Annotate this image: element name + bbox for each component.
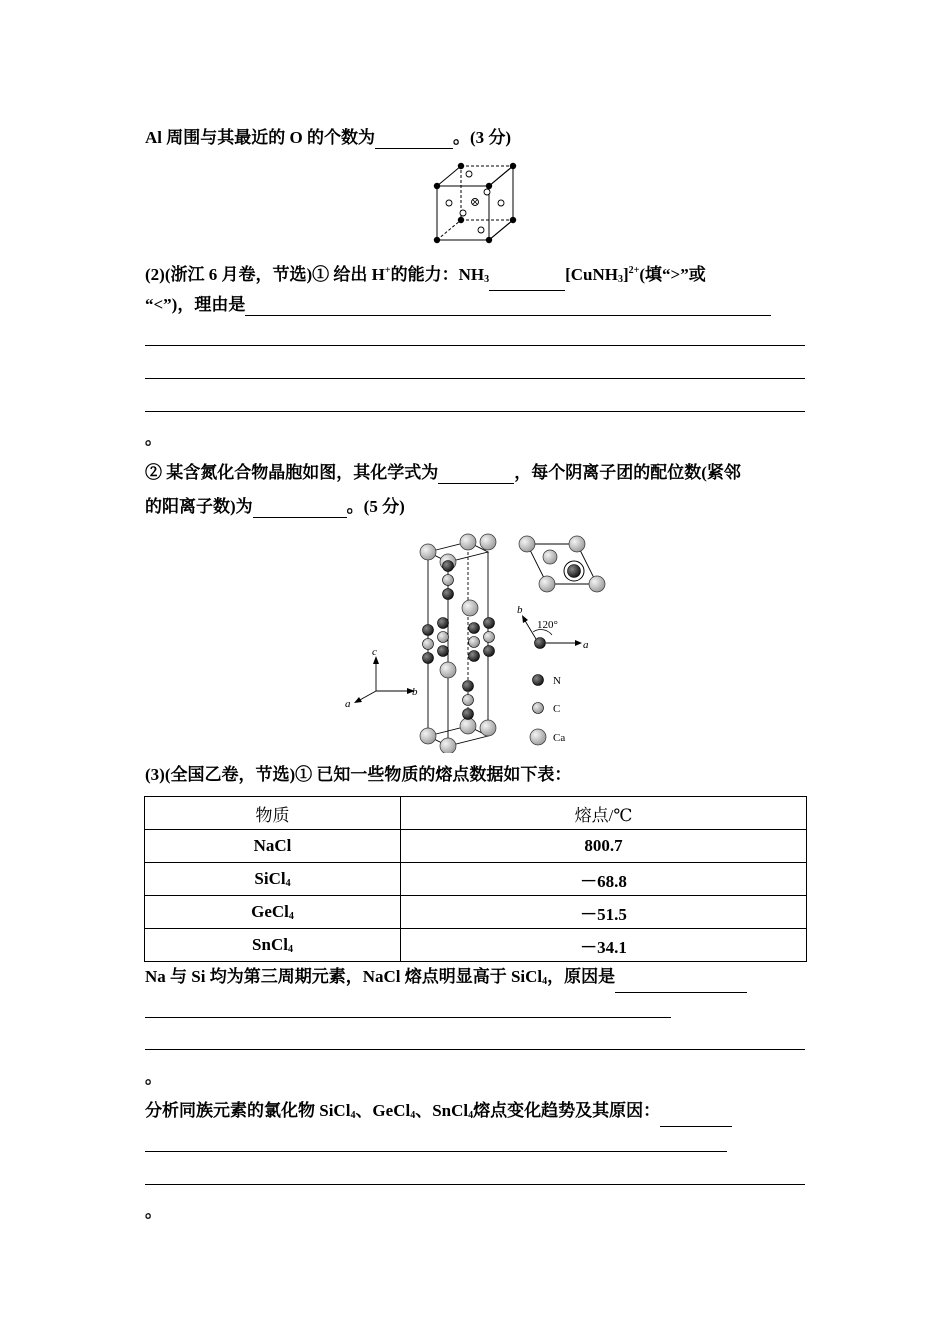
table-row	[145, 830, 807, 863]
q2-formula-blank[interactable]	[438, 465, 514, 484]
axis-a-label: a	[345, 698, 351, 710]
header-melting-point: 熔点/℃	[401, 797, 807, 830]
q3-reason-label: ，原因是	[547, 967, 616, 986]
q3-trend-line	[145, 1100, 807, 1127]
q2-coordination-label: ，每个阴离子团的配位数(紧邻	[514, 463, 741, 482]
q2-line2	[145, 294, 807, 316]
q2-line1	[145, 260, 807, 291]
q3-nacl-line	[145, 966, 807, 993]
q1-prefix: Al 周围与其最近的 O 的个数为	[145, 128, 375, 147]
q2-reason-blank[interactable]	[245, 297, 771, 316]
substance-name: NaCl	[253, 836, 292, 855]
substance-cell	[145, 863, 401, 896]
sicl4-subscript: 4	[542, 976, 548, 987]
q1-answer-blank[interactable]	[375, 130, 453, 149]
melting-point-table	[144, 796, 807, 962]
substance-cell	[145, 896, 401, 929]
cu-charge: 2+	[628, 265, 640, 276]
nh3-subscript: 3	[484, 274, 490, 285]
h-charge: +	[384, 265, 391, 276]
q3-trend-text: 、SnCl	[415, 1101, 469, 1120]
substance-name: SiCl	[254, 869, 286, 888]
legend-c-swatch	[533, 703, 544, 714]
q2-part2-line2	[145, 496, 807, 518]
value-cell: －34.1	[401, 929, 807, 962]
sncl4-subscript: 4	[468, 1110, 474, 1121]
q1-line	[145, 127, 807, 149]
value-cell: －51.5	[401, 896, 807, 929]
q3-intro: (3)(全国乙卷，节选)① 已知一些物质的熔点数据如下表：	[145, 765, 572, 784]
answer-line[interactable]	[145, 1049, 805, 1050]
answer-line[interactable]	[145, 345, 805, 346]
legend-n-swatch	[533, 675, 544, 686]
substance-name: GeCl	[251, 902, 289, 921]
answer-line[interactable]	[145, 1184, 805, 1185]
cu-complex: [CuNH	[565, 265, 618, 284]
q3-trend-blank[interactable]	[660, 1108, 732, 1127]
q2-ability-text: 的能力：NH	[390, 265, 485, 284]
axis-b-label: b	[412, 686, 418, 698]
substance-subscript: 4	[287, 944, 293, 955]
q2-period: 。	[145, 429, 162, 448]
hexagonal-cell-figure	[340, 528, 620, 753]
cu-bracket: ]	[622, 265, 629, 284]
sicl4-subscript: 4	[350, 1110, 356, 1121]
substance-name: SnCl	[252, 935, 288, 954]
q2-fill-hint: (填“>”或	[639, 265, 706, 284]
legend-n-label: N	[553, 675, 561, 687]
angle-b-label: b	[517, 604, 523, 616]
axis-c-label: c	[372, 646, 377, 658]
table-row	[145, 863, 807, 896]
q3-reason-blank[interactable]	[615, 974, 747, 993]
table-header-row	[145, 797, 807, 830]
q3-trend-text: 分析同族元素的氯化物 SiCl	[145, 1101, 351, 1120]
substance-cell	[145, 929, 401, 962]
substance-cell	[145, 830, 401, 863]
q3-period-1: 。	[145, 1068, 162, 1087]
answer-line[interactable]	[145, 1151, 727, 1152]
legend-c-label: C	[553, 703, 561, 715]
cube-cell-figure	[425, 158, 525, 248]
gecl4-subscript: 4	[410, 1110, 416, 1121]
angle-label: 120°	[537, 619, 558, 631]
q1-suffix: 。(3 分)	[452, 128, 512, 147]
answer-line[interactable]	[145, 378, 805, 379]
q3-period-2: 。	[145, 1202, 162, 1221]
table-row	[145, 929, 807, 962]
answer-line[interactable]	[145, 411, 805, 412]
q2-part2-line1	[145, 462, 807, 484]
angle-a-label: a	[583, 639, 589, 651]
q2-cation-label: 的阳离子数)为	[145, 497, 253, 516]
q3-trend-label: 熔点变化趋势及其原因：	[473, 1101, 661, 1120]
cu-subscript: 3	[617, 274, 623, 285]
q3-trend-text: 、GeCl	[355, 1101, 411, 1120]
q3-nacl-text: Na 与 Si 均为第三周期元素，NaCl 熔点明显高于 SiCl	[145, 967, 543, 986]
legend-ca-label: Ca	[553, 732, 566, 744]
q2-reason-label: “<”)，理由是	[145, 295, 246, 314]
q2-formula-label: ② 某含氮化合物晶胞如图，其化学式为	[145, 463, 439, 482]
header-substance: 物质	[145, 797, 401, 830]
value-cell: 800.7	[401, 830, 807, 863]
q2-score: 。(5 分)	[346, 497, 405, 516]
answer-line[interactable]	[145, 1017, 671, 1018]
q2-intro: (2)(浙江 6 月卷，节选)① 给出 H	[145, 265, 385, 284]
table-row	[145, 896, 807, 929]
legend-ca-swatch	[530, 729, 546, 745]
q2-compare-blank[interactable]	[489, 272, 565, 291]
substance-subscript: 4	[285, 878, 291, 889]
substance-subscript: 4	[288, 911, 294, 922]
q2-coordination-blank[interactable]	[253, 499, 347, 518]
value-cell: －68.8	[401, 863, 807, 896]
